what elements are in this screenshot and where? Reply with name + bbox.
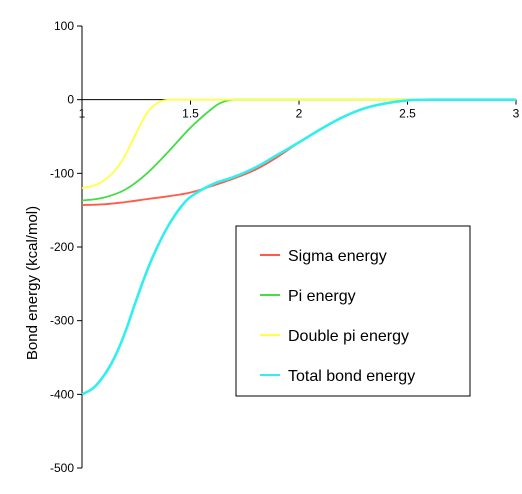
- y-tick-label: -500: [49, 461, 74, 475]
- x-tick-label: 2.5: [399, 106, 416, 121]
- x-tick-label: 3: [512, 106, 520, 121]
- legend-label: Pi energy: [288, 288, 356, 305]
- y-tick-label: 0: [67, 92, 74, 107]
- legend-label: Double pi energy: [288, 328, 409, 345]
- x-tick-label: 1.5: [182, 106, 199, 121]
- y-tick-label: -400: [49, 387, 74, 402]
- y-tick-label: -200: [49, 240, 74, 254]
- legend-label: Sigma energy: [288, 248, 387, 265]
- y-axis-title: Bond energy (kcal/mol): [24, 205, 41, 361]
- y-tick-label: -100: [49, 166, 74, 181]
- y-tick-label: -300: [49, 313, 74, 328]
- legend-label: Total bond energy: [288, 368, 416, 385]
- legend: [236, 226, 470, 396]
- x-tick-label: 1: [78, 106, 86, 121]
- y-tick-label: 100: [53, 19, 74, 33]
- x-tick-label: 2: [295, 106, 303, 121]
